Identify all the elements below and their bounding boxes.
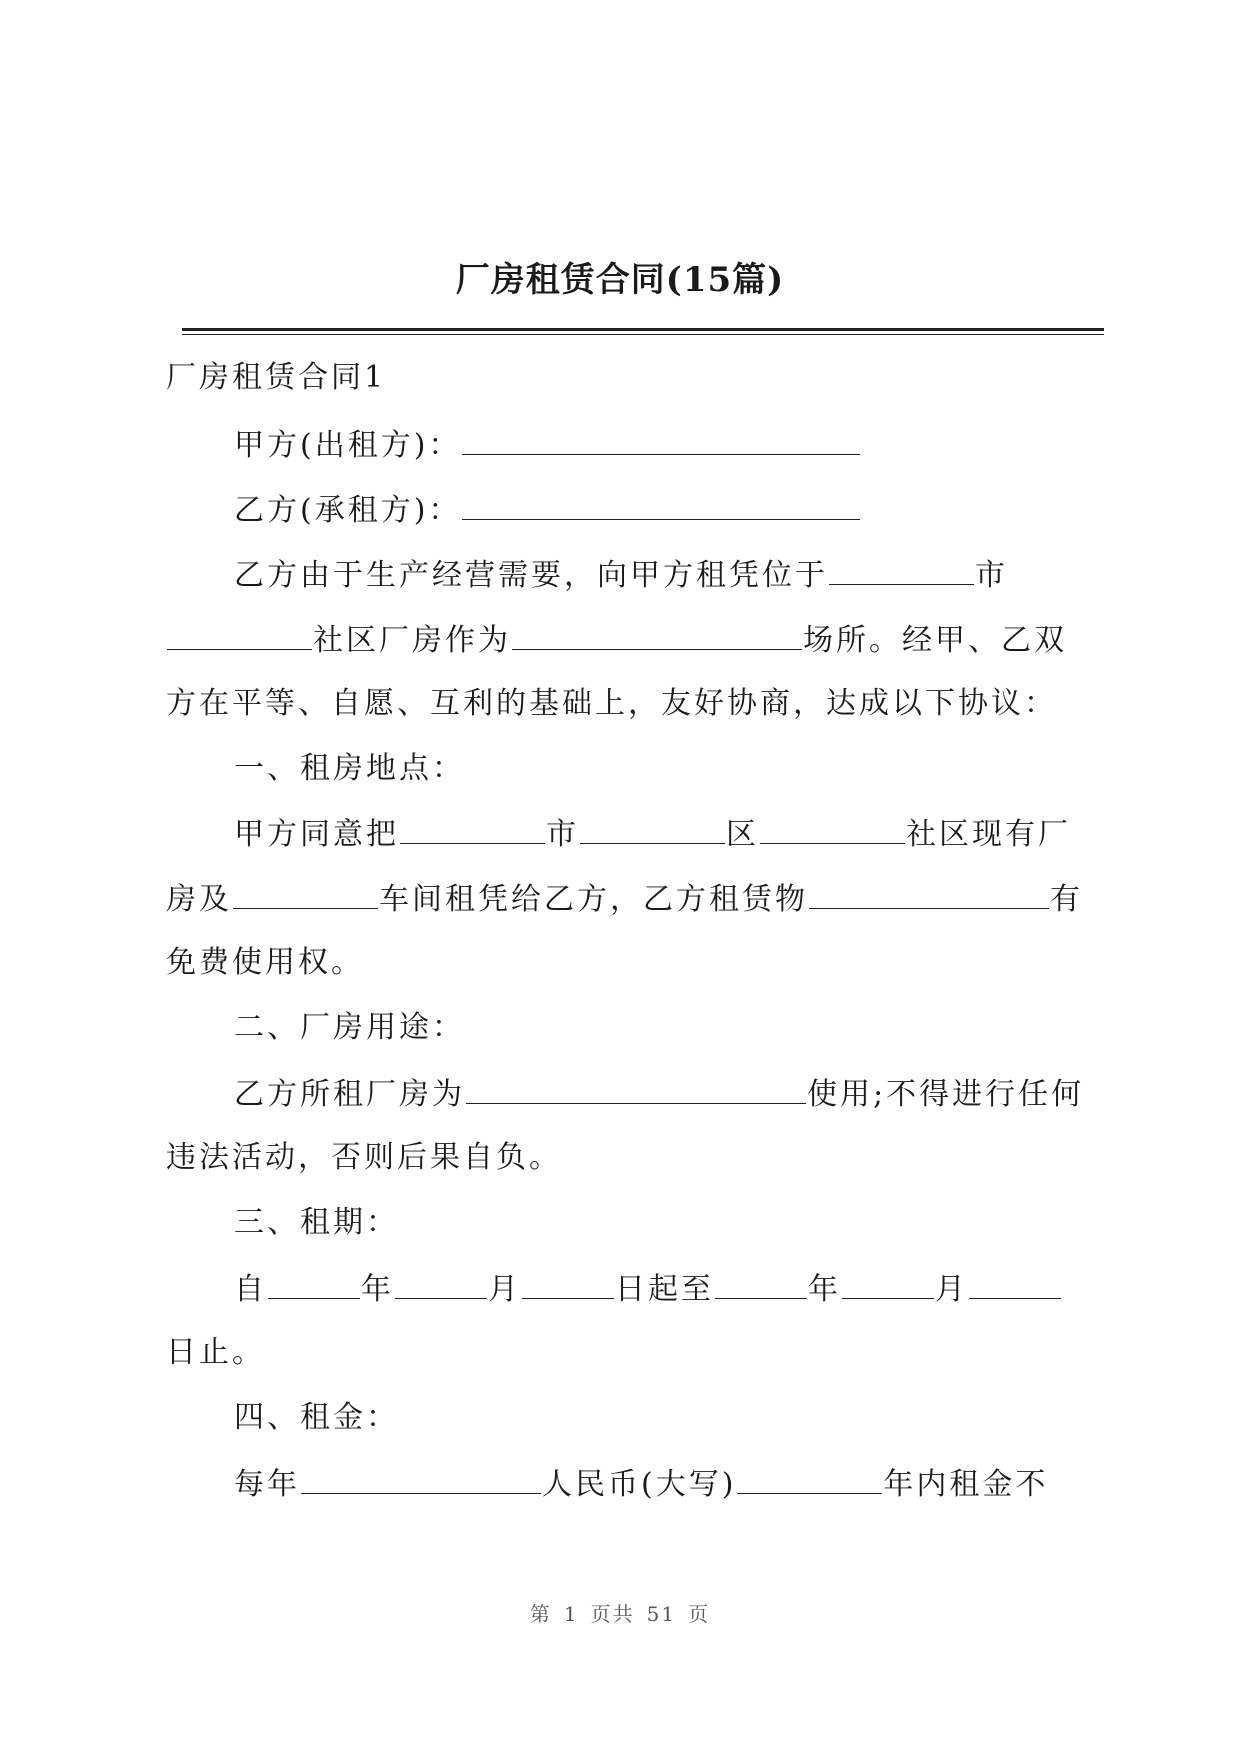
paragraph-line	[234, 1268, 1062, 1310]
paragraph-line	[234, 813, 1071, 855]
blank	[400, 813, 545, 844]
text: 日起至	[615, 1272, 714, 1307]
party-a-label: 甲方(出租方)：	[234, 428, 462, 463]
section-4-heading: 四、租金：	[234, 1400, 399, 1435]
title-divider-thick	[182, 328, 1104, 331]
footer-text: 页共	[590, 1602, 635, 1626]
blank	[760, 813, 905, 844]
blank	[466, 1073, 806, 1104]
footer-text: 页	[688, 1602, 711, 1626]
text: 月	[488, 1272, 521, 1307]
text: 市	[975, 558, 1008, 593]
party-a-blank	[462, 424, 860, 455]
blank	[233, 878, 378, 909]
text: 年内租金不	[883, 1467, 1049, 1502]
text: 年	[361, 1272, 394, 1307]
text: 社区厂房作为	[313, 623, 511, 658]
paragraph-line	[234, 1463, 1048, 1505]
title-divider-thin	[182, 334, 1104, 335]
party-a-line	[234, 424, 861, 466]
section-2-heading: 二、厂房用途：	[234, 1010, 465, 1045]
blank	[167, 619, 312, 650]
blank	[268, 1268, 360, 1299]
text: 乙方由于生产经营需要，向甲方租凭位于	[234, 558, 828, 593]
text: 社区现有厂	[906, 817, 1071, 852]
text: 自	[234, 1272, 267, 1307]
paragraph-line	[234, 554, 1008, 596]
text: 市	[546, 817, 579, 852]
blank	[969, 1268, 1061, 1299]
blank	[842, 1268, 934, 1299]
paragraph-line	[166, 878, 1083, 920]
text: 使用;不得进行任何	[807, 1077, 1085, 1112]
page-footer	[0, 1598, 1240, 1627]
blank	[829, 554, 974, 585]
text: 房及	[166, 882, 232, 917]
text: 月	[935, 1272, 968, 1307]
blank	[512, 619, 802, 650]
text: 有	[1050, 882, 1083, 917]
party-b-line	[234, 489, 861, 531]
blank	[395, 1268, 487, 1299]
footer-text: 第	[529, 1602, 552, 1626]
paragraph-line	[234, 1073, 1084, 1115]
total-page-count: 51	[646, 1602, 677, 1626]
party-b-blank	[462, 489, 860, 520]
paragraph-line: 日止。	[166, 1335, 265, 1370]
paragraph-line: 方在平等、自愿、互利的基础上，友好协商，达成以下协议：	[166, 686, 1057, 721]
blank	[580, 813, 725, 844]
text: 乙方所租厂房为	[234, 1077, 465, 1112]
blank	[809, 878, 1049, 909]
section-3-heading: 三、租期：	[234, 1205, 399, 1240]
section-1-heading: 一、租房地点：	[234, 751, 465, 786]
paragraph-line: 免费使用权。	[166, 945, 364, 980]
text: 人民币(大写)	[542, 1467, 737, 1502]
blank	[522, 1268, 614, 1299]
document-title: 厂房租赁合同(15篇)	[455, 260, 785, 300]
text: 区	[726, 817, 759, 852]
contract-heading: 厂房租赁合同1	[166, 360, 387, 395]
current-page-number: 1	[563, 1602, 579, 1626]
blank	[715, 1268, 807, 1299]
text: 甲方同意把	[234, 817, 399, 852]
blank	[301, 1463, 541, 1494]
text: 每年	[234, 1467, 300, 1502]
blank	[737, 1463, 882, 1494]
text: 车间租凭给乙方，乙方租赁物	[379, 882, 808, 917]
text: 场所。经甲、乙双	[803, 623, 1067, 658]
party-b-label: 乙方(承租方)：	[234, 493, 462, 528]
paragraph-line: 违法活动，否则后果自负。	[166, 1140, 562, 1175]
text: 年	[808, 1272, 841, 1307]
paragraph-line	[166, 619, 1067, 661]
